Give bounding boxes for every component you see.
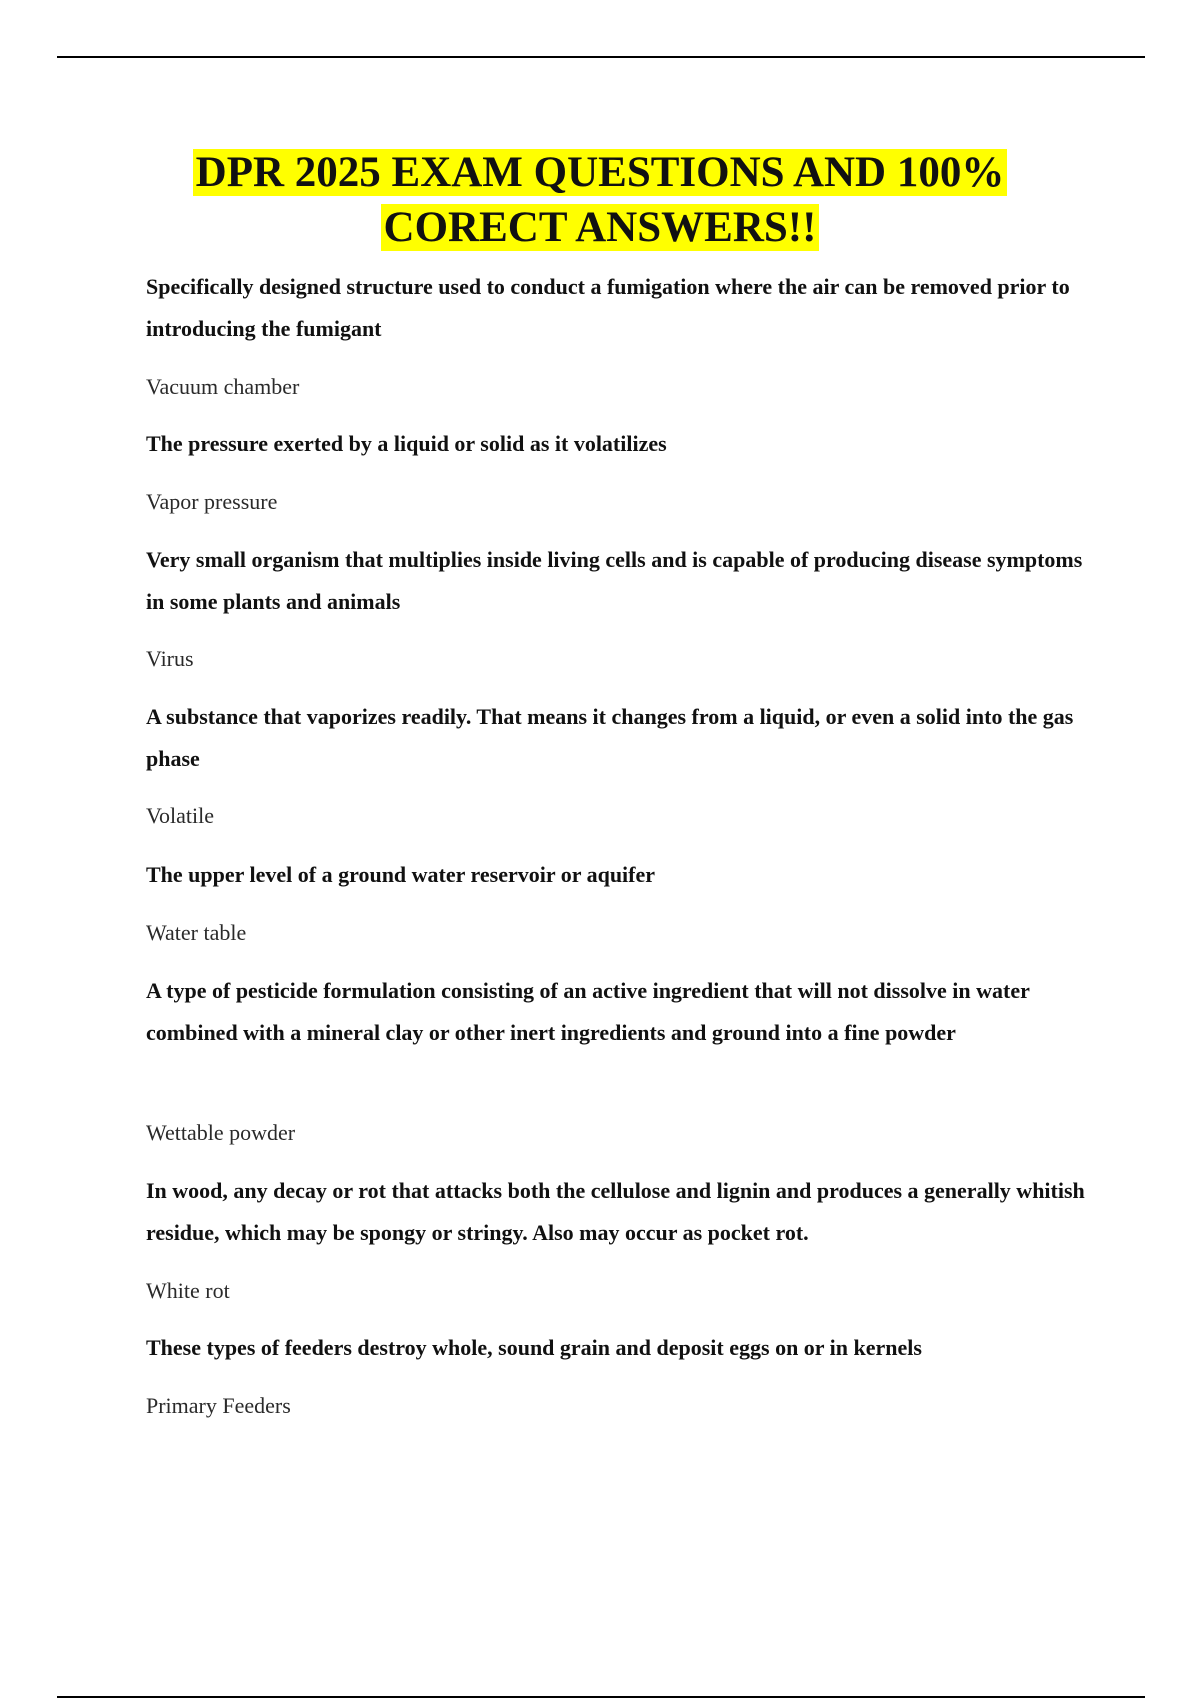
answer-text: Water table xyxy=(146,920,247,945)
answer-text: Vacuum chamber xyxy=(146,374,300,399)
answer-text: White rot xyxy=(146,1278,230,1303)
question-text: A substance that vaporizes readily. That means it changes from a liquid, or even a solid into the gas phase xyxy=(146,704,1074,771)
answer-text: Primary Feeders xyxy=(146,1393,291,1418)
question-text: The upper level of a ground water reservoir or aquifer xyxy=(146,862,656,887)
bottom-divider xyxy=(57,1696,1145,1698)
title-line-1: DPR 2025 EXAM QUESTIONS AND 100% xyxy=(193,149,1008,196)
document-title xyxy=(100,145,1100,255)
question-text: Specifically designed structure used to conduct a fumigation where the air can be removed prior to introducing the fumigant xyxy=(146,274,1070,341)
answer-text: Volatile xyxy=(146,803,215,828)
answer-text: Virus xyxy=(146,646,194,671)
answer-text: Vapor pressure xyxy=(146,489,278,514)
title-line-2: CORECT ANSWERS!! xyxy=(381,204,820,251)
question-text: Very small organism that multiplies inside living cells and is capable of producing disease symptoms in some plants and animals xyxy=(146,547,1083,614)
top-divider xyxy=(57,56,1145,58)
question-text: The pressure exerted by a liquid or solid as it volatilizes xyxy=(146,431,667,456)
question-text: These types of feeders destroy whole, sound grain and deposit eggs on or in kernels xyxy=(146,1335,922,1360)
question-text: A type of pesticide formulation consisting of an active ingredient that will not dissolve in water combined with a mineral clay or other inert ingredients and ground into a fine powder xyxy=(146,978,1030,1045)
question-text: In wood, any decay or rot that attacks both the cellulose and lignin and produces a generally whitish residue, which may be spongy or stringy. Also may occur as pocket rot. xyxy=(146,1178,1085,1245)
answer-text: Wettable powder xyxy=(146,1120,296,1145)
